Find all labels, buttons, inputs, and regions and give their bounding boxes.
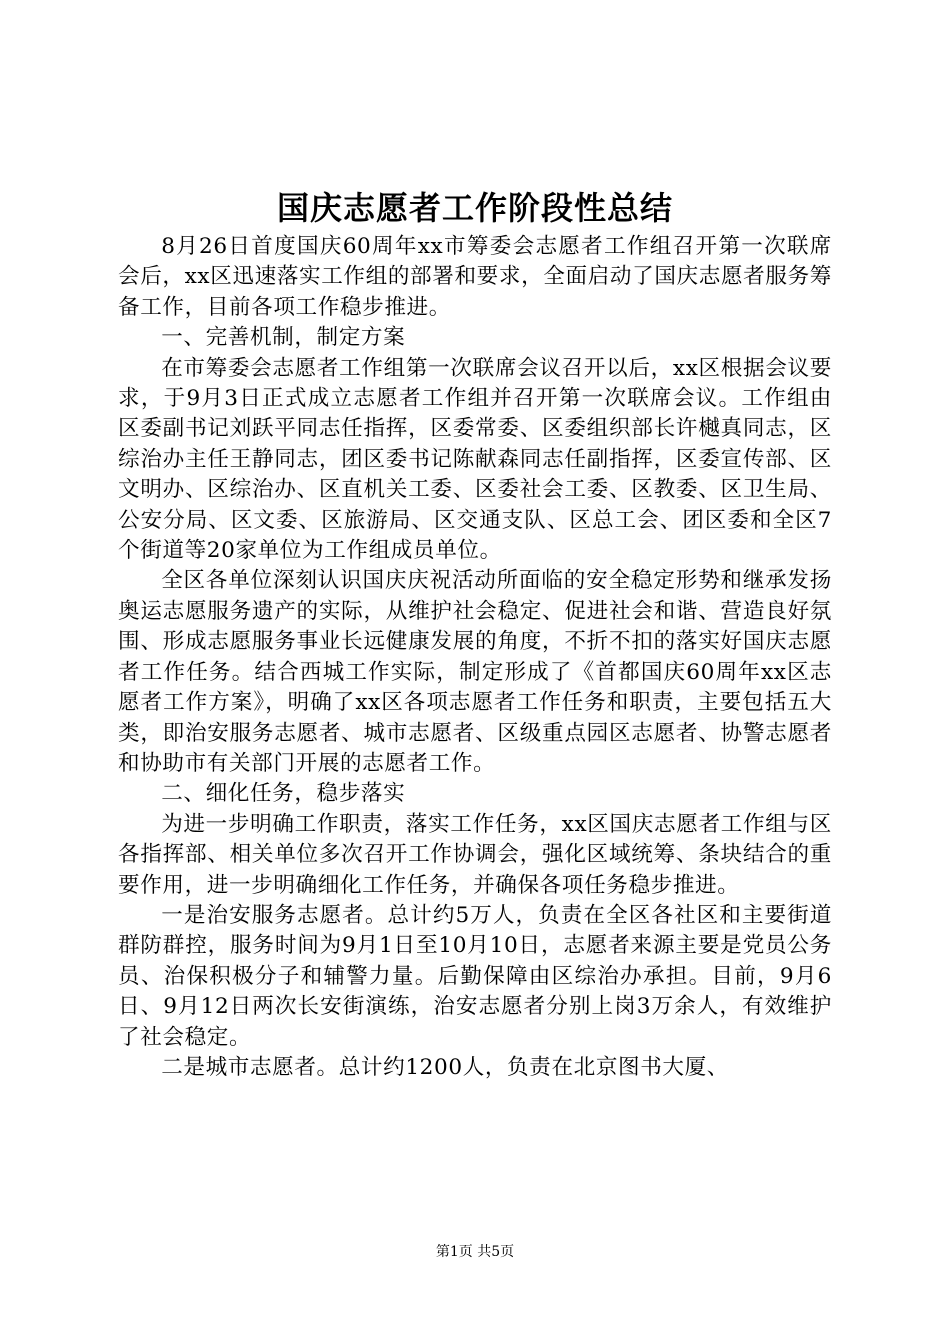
paragraph-mechanism: 在市筹委会志愿者工作组第一次联席会议召开以后，xx区根据会议要求，于9月3日正式成立志愿者工作组并召开第一次联席会议。工作组由区委副书记刘跃平同志任指挥，区委常委、区委组织部长许樾真同志，区综治办主任王静同志，团区委书记陈献森同志任副指挥，区委宣传部、区文明办、区综治办、区直机关工委、区委社会工委、区教委、区卫生局、公安分局、区文委、区旅游局、区交通支队、区总工会、团区委和全区7个街道等20家单位为工作组成员单位。 — [118, 355, 832, 564]
paragraph-city-volunteers: 二是城市志愿者。总计约1200人，负责在北京图书大厦、 — [161, 1054, 729, 1080]
section-heading-1: 一、完善机制，制定方案 — [161, 325, 406, 351]
document-body — [118, 232, 832, 1083]
paragraph-plan: 全区各单位深刻认识国庆庆祝活动所面临的安全稳定形势和继承发扬奥运志愿服务遗产的实际，从维护社会稳定、促进社会和谐、营造良好氛围、形成志愿服务事业长远健康发展的角度，不折不扣的落实好国庆志愿者工作任务。结合西城工作实际，制定形成了《首都国庆60周年xx区志愿者工作方案》，明确了xx区各项志愿者工作任务和职责，主要包括五大类，即治安服务志愿者、城市志愿者、区级重点园区志愿者、协警志愿者和协助市有关部门开展的志愿者工作。 — [118, 568, 832, 776]
document-title: 国庆志愿者工作阶段性总结 — [276, 189, 673, 227]
section-heading-2: 二、细化任务，稳步落实 — [161, 781, 406, 807]
paragraph-coordination: 为进一步明确工作职责，落实工作任务，xx区国庆志愿者工作组与区各指挥部、相关单位多次召开工作协调会，强化区域统筹、条块结合的重要作用，进一步明确细化工作任务，并确保各项任务稳步推进。 — [118, 811, 832, 898]
paragraph-security-volunteers: 一是治安服务志愿者。总计约5万人，负责在全区各社区和主要街道群防群控，服务时间为9月1日至10月10日，志愿者来源主要是党员公务员、治保积极分子和辅警力量。后勤保障由区综治办承担。目前，9月6日、9月12日两次长安街演练，治安志愿者分别上岗3万余人，有效维护了社会稳定。 — [118, 902, 832, 1050]
paragraph-intro: 8月26日首度国庆60周年xx市筹委会志愿者工作组召开第一次联席会后，xx区迅速落实工作组的部署和要求，全面启动了国庆志愿者服务筹备工作，目前各项工作稳步推进。 — [118, 234, 832, 320]
page-footer: 第1页 共5页 — [435, 1244, 515, 1260]
